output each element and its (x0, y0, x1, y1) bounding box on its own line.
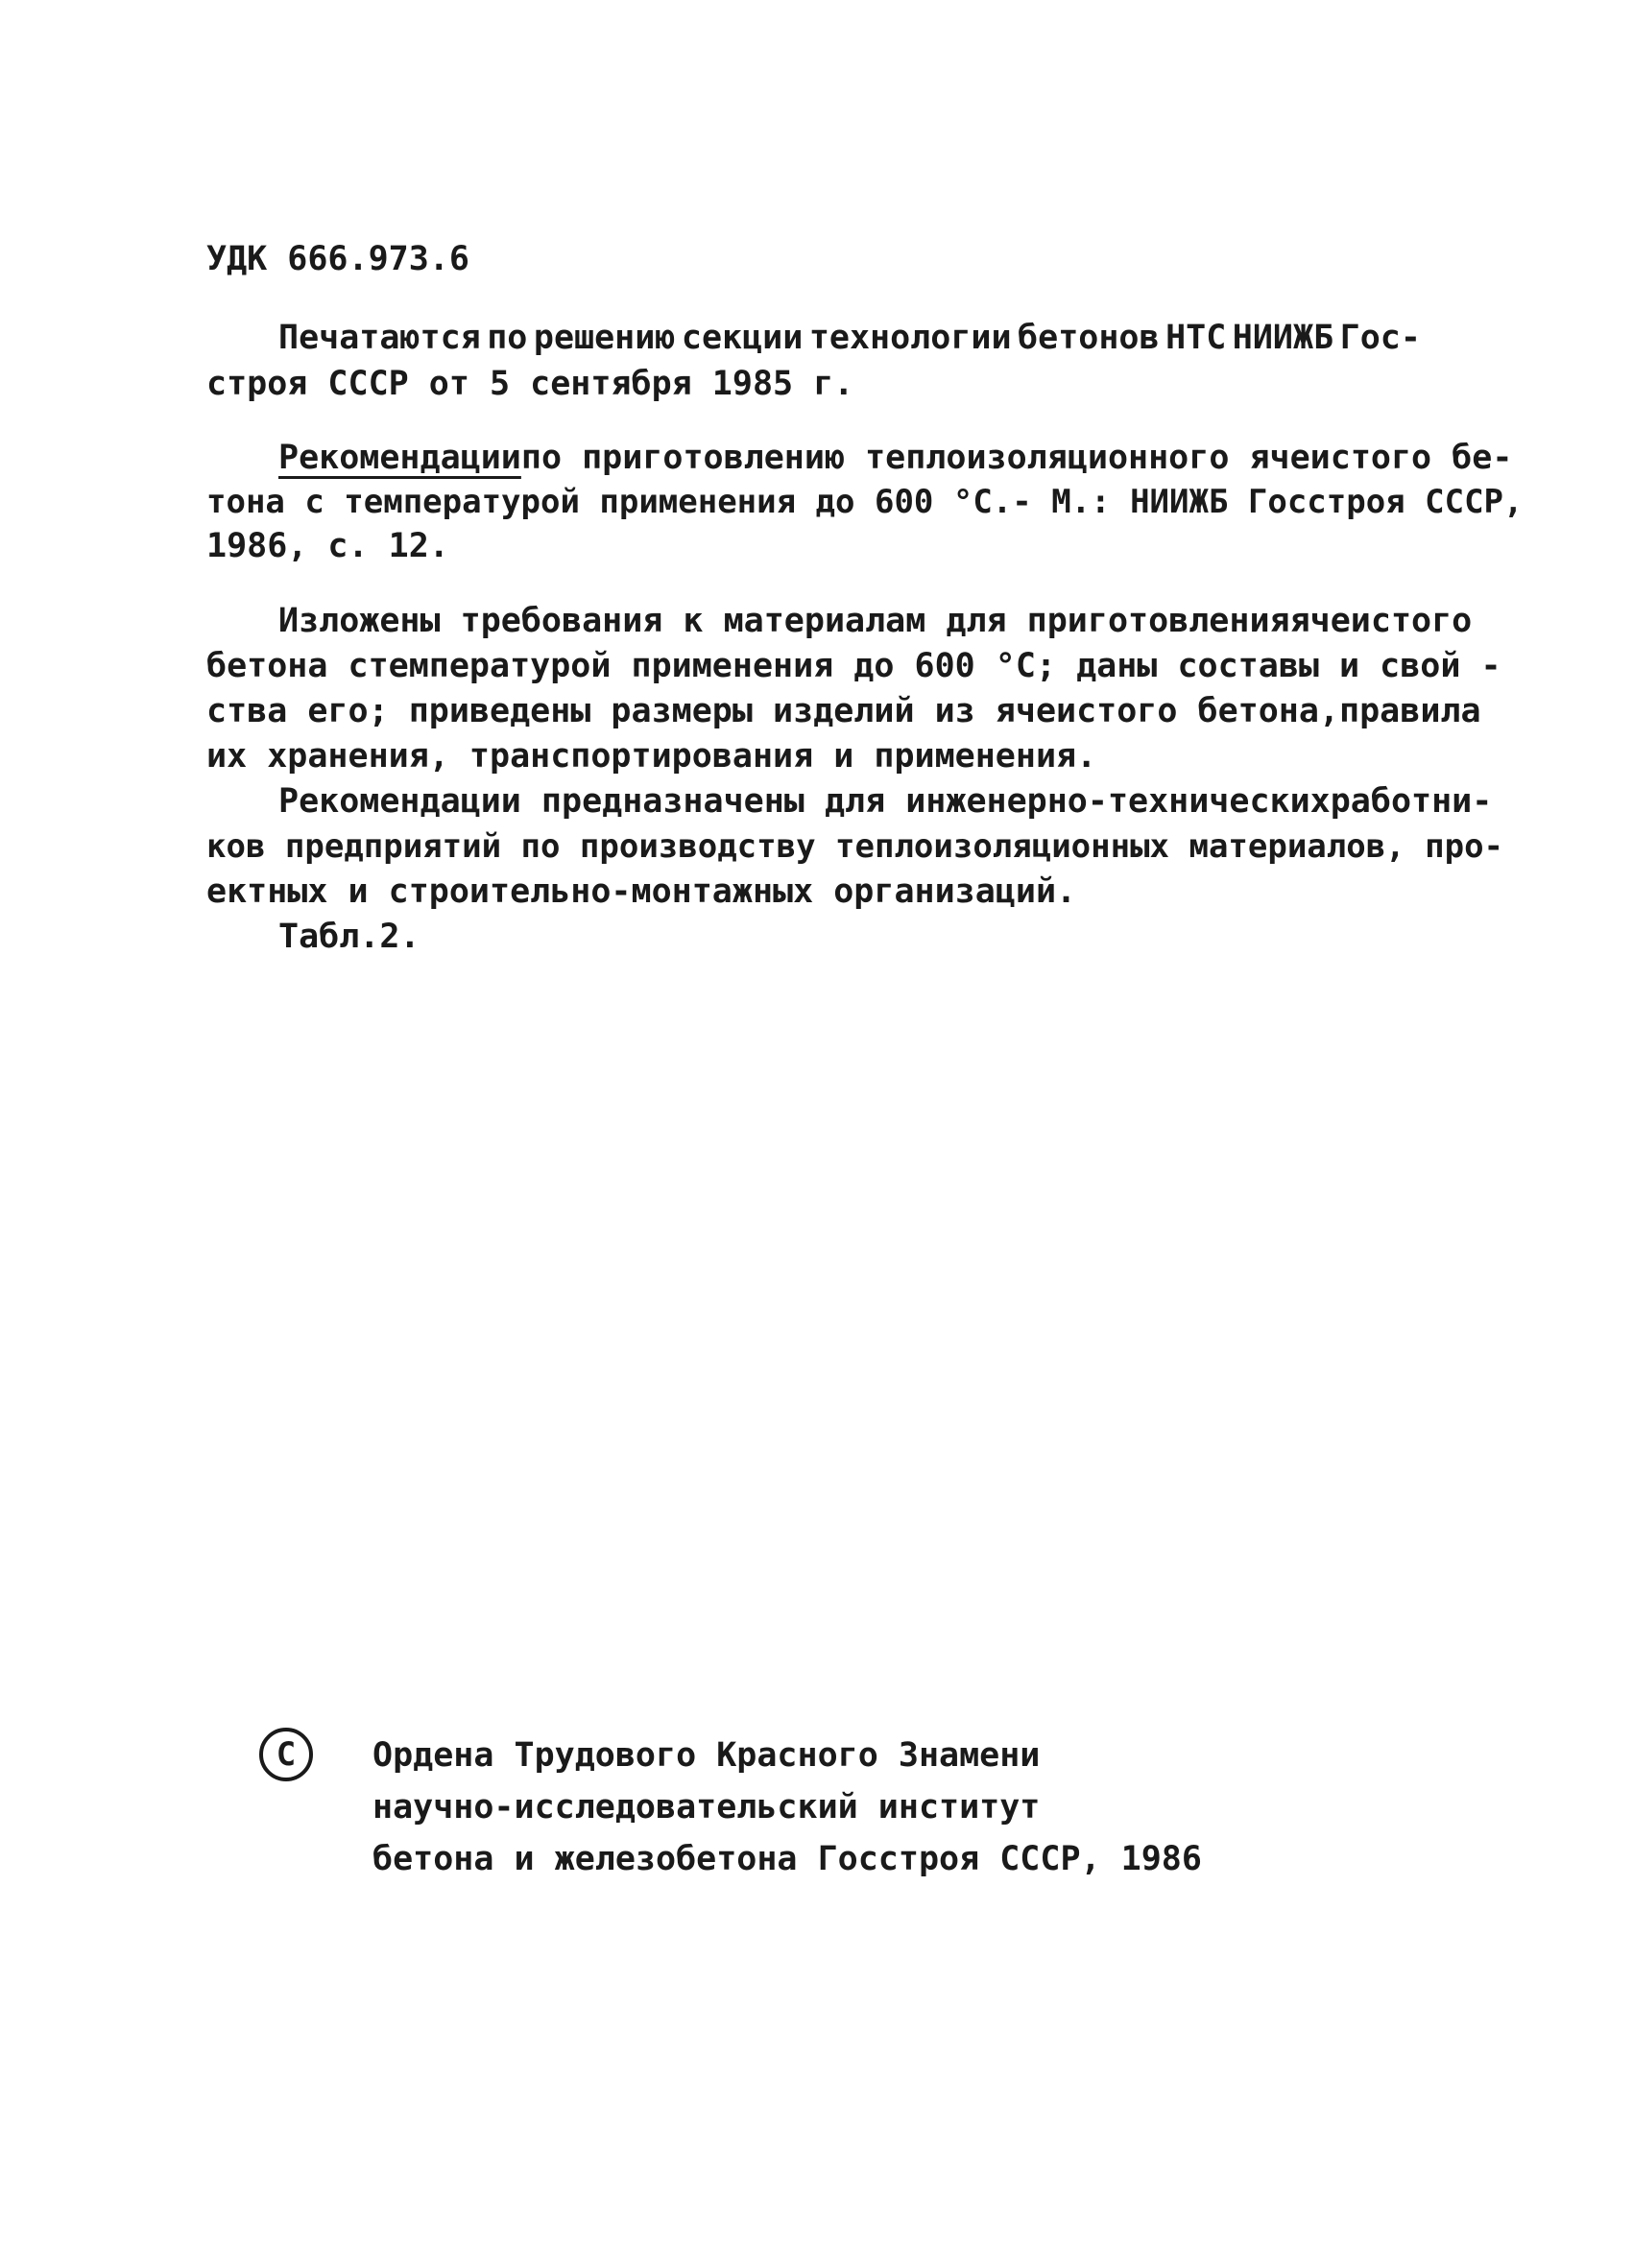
tables-count: Табл.2. (278, 918, 420, 956)
citation-line-3: 1986, с. 12. (206, 527, 449, 565)
word: секции (681, 319, 804, 357)
text: температурой применения до 600 °С; даны составы и свой - (368, 647, 1501, 685)
word: Гос- (1339, 319, 1421, 357)
word: НИИЖБ (1232, 319, 1334, 357)
citation-line-2: тона с температурой применения до 600 °С.- М.: НИИЖБ Госстроя СССР, (206, 483, 1524, 521)
text: работни- (1330, 782, 1493, 821)
abstract-p1-line-2 (206, 647, 1501, 685)
word: бетонов (1018, 319, 1160, 357)
word: решению (533, 319, 676, 357)
copyright-line-3: бетона и железобетона Госстроя СССР, 1986 (372, 1840, 1202, 1878)
copyright-line-2: научно-исследовательский институт (372, 1788, 1041, 1826)
citation-title: Рекомендации (278, 439, 521, 477)
print-decision-line-2: строя СССР от 5 сентября 1985 г. (206, 365, 854, 403)
citation-line-1-rest: по приготовлению теплоизоляционного ячеистого бе- (520, 439, 1513, 477)
print-decision-line-1 (278, 319, 1421, 357)
text: бетона с (206, 647, 369, 685)
copyright-line-1: Ордена Трудового Красного Знамени (372, 1736, 1041, 1775)
word: Печатаются (278, 319, 481, 357)
word: технологии (808, 319, 1012, 357)
abstract-p2-line-2: ков предприятий по производству теплоизоляционных материалов, про- (206, 827, 1504, 866)
abstract-p2-line-3: ектных и строительно-монтажных организаций. (206, 872, 1077, 911)
udk-code: УДК 666.973.6 (206, 240, 469, 278)
text: ячеистого (1289, 602, 1473, 640)
text: Изложены требования к материалам для приготовления (278, 602, 1290, 640)
text: правила (1339, 692, 1481, 730)
word: по (487, 319, 528, 357)
text: ства его; приведены размеры изделий из ячеистого бетона, (206, 692, 1340, 730)
copyright-symbol (259, 1728, 313, 1781)
abstract-p1-line-1 (278, 602, 1473, 640)
copyright-letter: С (276, 1735, 297, 1774)
text: Рекомендации предназначены для инженерно-технических (278, 782, 1331, 821)
abstract-p2-line-1 (278, 782, 1493, 821)
word: НТС (1165, 319, 1227, 357)
abstract-p1-line-3 (206, 692, 1481, 730)
abstract-p1-line-4: их хранения, транспортирования и применения. (206, 737, 1097, 776)
citation-line-1 (278, 439, 1513, 477)
